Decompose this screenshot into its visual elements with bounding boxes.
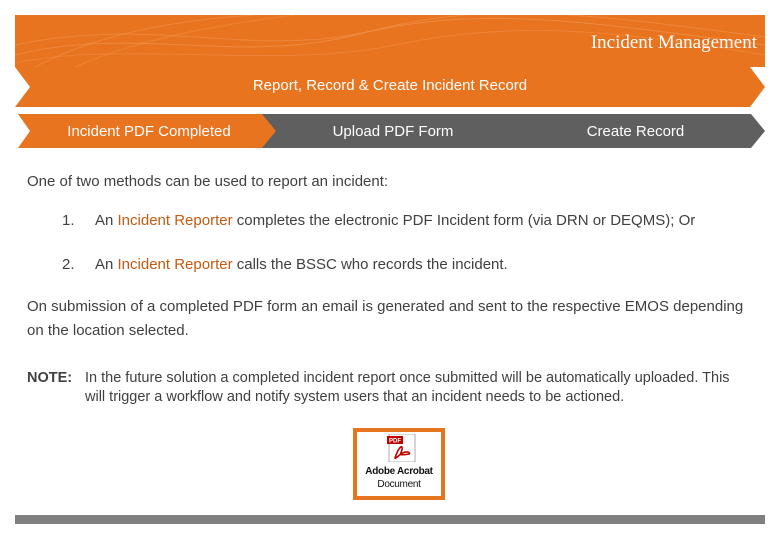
process-main-banner (15, 67, 765, 107)
note-text: In the future solution a completed incident report once submitted will be automatically uploaded. This will trigger a workflow and notify system users that an incident needs to be actioned. (85, 370, 730, 405)
header-bar (15, 15, 765, 67)
process-step-incident-pdf-completed (18, 114, 280, 148)
list-item-number: 1. (62, 212, 75, 229)
list-item-text: An Incident Reporter calls the BSSC who records the incident. (95, 256, 508, 273)
incident-reporter-term: Incident Reporter (117, 256, 233, 273)
process-step-upload-pdf-form (262, 114, 524, 148)
process-main-label: Report, Record & Create Incident Record (252, 77, 528, 94)
list-item-text: An Incident Reporter completes the electronic PDF Incident form (via DRN or DEQMS); Or (95, 212, 696, 229)
list-item-number: 2. (62, 256, 75, 273)
or-word: Or (678, 212, 696, 229)
process-step-label: Create Record (586, 123, 685, 140)
page-title: Incident Management (590, 32, 757, 53)
submission-paragraph: On submission of a completed PDF form an email is generated and sent to the respective EMOS depending on the location selected. (27, 298, 744, 339)
pdf-document-icon (387, 434, 417, 462)
pdf-attachment-icon[interactable] (353, 428, 445, 500)
pdf-caption-line1: Adobe Acrobat (365, 466, 433, 477)
incident-reporter-term: Incident Reporter (117, 212, 233, 229)
note-label: NOTE: (27, 370, 73, 386)
intro-text: One of two methods can be used to report an incident: (27, 173, 389, 190)
process-step-label: Upload PDF Form (332, 123, 454, 140)
process-step-label: Incident PDF Completed (67, 123, 231, 140)
pdf-caption-line2: Document (377, 479, 421, 490)
pdf-badge: PDF (389, 438, 401, 445)
process-step-create-record (506, 114, 765, 148)
footer-bar (15, 515, 765, 524)
